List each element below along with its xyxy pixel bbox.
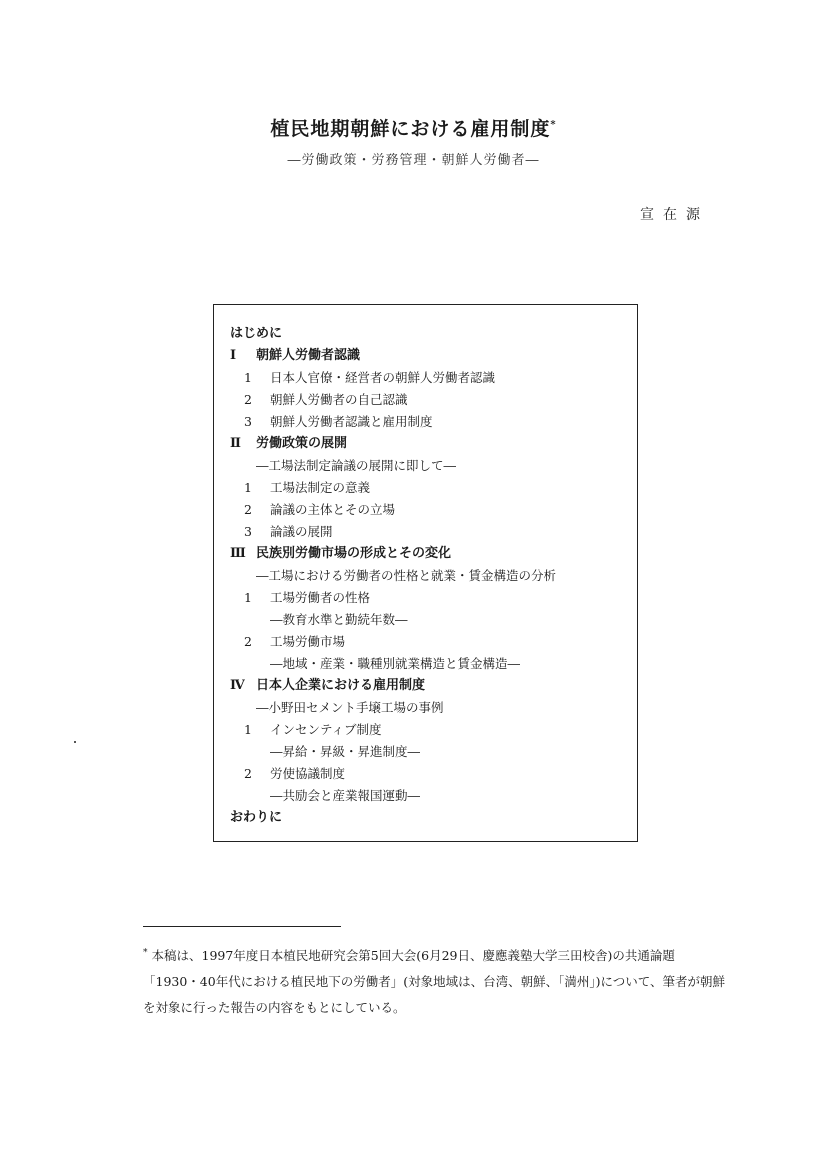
toc-text: ―地域・産業・職種別就業構造と賃金構造― (270, 656, 521, 671)
toc-heading (230, 678, 425, 694)
toc-entry (244, 414, 433, 430)
toc-number: 2 (244, 502, 252, 517)
toc-entry (244, 480, 370, 496)
toc-entry (256, 458, 456, 474)
toc-text: 工場労働者の性格 (270, 590, 371, 605)
toc-text: 日本人官僚・経営者の朝鮮人労働者認識 (270, 370, 496, 385)
toc-heading (230, 348, 360, 364)
toc-entry (270, 788, 420, 804)
toc-text: ―教育水準と勤続年数― (270, 612, 408, 627)
toc-number: 1 (244, 590, 252, 605)
footnote-mark: * (143, 948, 148, 958)
toc-entry (256, 700, 444, 716)
toc-text: 工場労働市場 (270, 634, 346, 649)
toc-text: 朝鮮人労働者の自己認識 (270, 392, 408, 407)
toc-entry (244, 524, 333, 540)
toc-number: 1 (244, 722, 252, 737)
toc-number: 1 (244, 480, 252, 495)
toc-text: ―小野田セメント手壌工場の事例 (256, 700, 444, 715)
toc-heading (230, 436, 347, 452)
scan-speck (74, 741, 76, 743)
toc-text: 朝鮮人労働者認識と雇用制度 (270, 414, 433, 429)
toc-entry (244, 766, 345, 782)
footnote (143, 940, 728, 1021)
paper-subtitle: ―労働政策・労務管理・朝鮮人労働者― (287, 153, 540, 168)
toc-number: Ⅳ (230, 678, 245, 693)
toc-text: 民族別労働市場の形成とその変化 (256, 546, 452, 561)
toc-entry (244, 590, 370, 606)
toc-entry (270, 612, 408, 628)
toc-text: 労働政策の展開 (256, 436, 348, 451)
toc-entry (270, 744, 420, 760)
toc-heading (230, 326, 282, 342)
toc-number: 2 (244, 634, 252, 649)
toc-entry (244, 392, 408, 408)
toc-text: 論議の展開 (270, 524, 333, 539)
toc-heading (230, 546, 451, 562)
toc-text: 論議の主体とその立場 (270, 502, 396, 517)
toc-text: ―工場における労働者の性格と就業・賃金構造の分析 (256, 568, 557, 583)
title-footnote-mark: * (550, 119, 557, 131)
toc-number: 1 (244, 370, 252, 385)
toc-text: おわりに (230, 810, 283, 825)
toc-text: ―工場法制定論議の展開に即して― (256, 458, 457, 473)
toc-entry (244, 722, 382, 738)
toc-text: 朝鮮人労働者認識 (256, 348, 361, 363)
toc-entry (244, 502, 395, 518)
toc-entry (256, 568, 556, 584)
toc-entry (244, 370, 495, 386)
footnote-rule (143, 926, 341, 927)
toc-number: Ⅱ (230, 436, 241, 451)
title-text: 植民地期朝鮮における雇用制度 (270, 118, 551, 140)
toc-entry (244, 634, 345, 650)
toc-number: 3 (244, 414, 252, 429)
toc-number: Ⅰ (230, 348, 237, 363)
toc-number: Ⅲ (230, 546, 246, 561)
toc-text: 日本人企業における雇用制度 (256, 678, 426, 693)
author-name: 宣在源 (640, 207, 709, 223)
toc-text: ―共励会と産業報国運動― (270, 788, 421, 803)
toc-number: 2 (244, 392, 252, 407)
toc-heading (230, 810, 282, 826)
toc-entry (270, 656, 520, 672)
toc-number: 3 (244, 524, 252, 539)
toc-text: インセンティブ制度 (270, 722, 382, 737)
toc-text: 工場法制定の意義 (270, 480, 371, 495)
footnote-text: 本稿は、1997年度日本植民地研究会第5回大会(6月29日、慶應義塾大学三田校舎)の共通論題「1930・40年代における植民地下の労働者」(対象地域は、台湾、朝鮮、「満州」)について、筆者が朝鮮を対象に行った報告の内容をもとにしている。 (143, 948, 725, 1016)
table-of-contents (213, 304, 638, 842)
paper-title (0, 114, 827, 141)
toc-text: ―昇給・昇級・昇進制度― (270, 744, 421, 759)
toc-text: 労使協議制度 (270, 766, 346, 781)
toc-text: はじめに (230, 326, 283, 341)
toc-number: 2 (244, 766, 252, 781)
